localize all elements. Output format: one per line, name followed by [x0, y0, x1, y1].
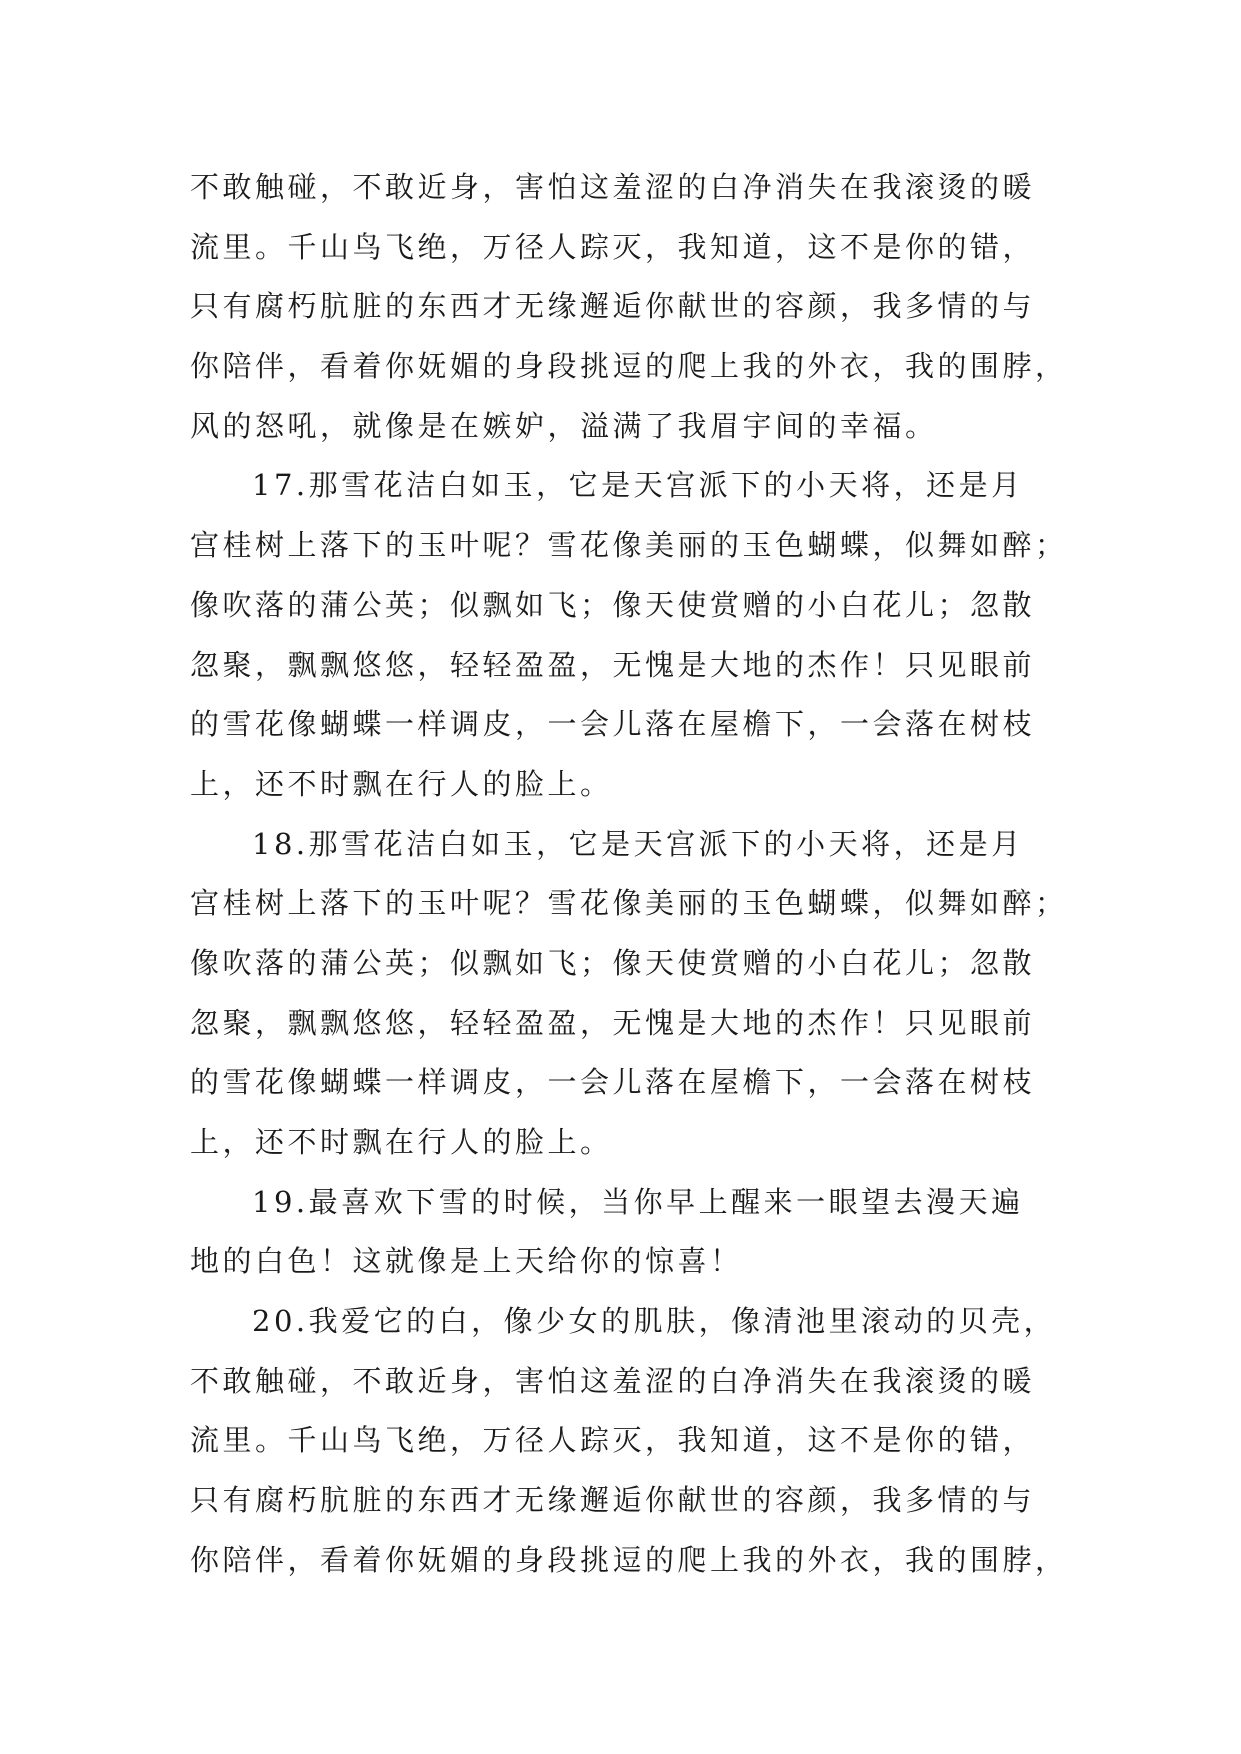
text-line: 的雪花像蝴蝶一样调皮，一会儿落在屋檐下，一会落在树枝 [190, 707, 1036, 742]
text-line: 20.我爱它的白，像少女的肌肤，像清池里滚动的贝壳， [252, 1304, 1057, 1339]
text-line: 你陪伴，看着你妩媚的身段挑逗的爬上我的外衣，我的围脖， [190, 349, 1068, 384]
text-line: 不敢触碰，不敢近身，害怕这羞涩的白净消失在我滚烫的暖 [190, 1363, 1036, 1398]
text-line: 忽聚，飘飘悠悠，轻轻盈盈，无愧是大地的杰作！只见眼前 [190, 647, 1036, 682]
text-line: 上，还不时飘在行人的脸上。 [190, 1125, 613, 1159]
document-body [190, 158, 1068, 1591]
text-line: 流里。千山鸟飞绝，万径人踪灭，我知道，这不是你的错， [190, 229, 1036, 264]
text-line: 只有腐朽肮脏的东西才无缘邂逅你献世的容颜，我多情的与 [190, 289, 1036, 324]
text-line: 宫桂树上落下的玉叶呢？雪花像美丽的玉色蝴蝶，似舞如醉； [190, 886, 1068, 921]
text-line: 上，还不时飘在行人的脸上。 [190, 766, 613, 801]
text-line: 的雪花像蝴蝶一样调皮，一会儿落在屋檐下，一会落在树枝 [190, 1065, 1036, 1100]
paragraph [190, 158, 1068, 456]
text-line: 18.那雪花洁白如玉，它是天宫派下的小天将，还是月 [252, 826, 1024, 861]
paragraph-18 [190, 815, 1068, 1173]
paragraph-20 [190, 1292, 1068, 1590]
text-line: 像吹落的蒲公英；似飘如飞；像天使赏赠的小白花儿；忽散 [190, 587, 1036, 622]
text-line: 忽聚，飘飘悠悠，轻轻盈盈，无愧是大地的杰作！只见眼前 [190, 1005, 1036, 1040]
text-line: 流里。千山鸟飞绝，万径人踪灭，我知道，这不是你的错， [190, 1423, 1036, 1458]
text-line: 像吹落的蒲公英；似飘如飞；像天使赏赠的小白花儿；忽散 [190, 945, 1036, 980]
text-line: 你陪伴，看着你妩媚的身段挑逗的爬上我的外衣，我的围脖， [190, 1542, 1068, 1577]
text-line: 19.最喜欢下雪的时候，当你早上醒来一眼望去漫天遍 [252, 1184, 1024, 1219]
text-line: 地的白色！这就像是上天给你的惊喜！ [190, 1244, 743, 1279]
text-line: 只有腐朽肮脏的东西才无缘邂逅你献世的容颜，我多情的与 [190, 1483, 1036, 1518]
paragraph-19 [190, 1173, 1060, 1292]
text-line: 宫桂树上落下的玉叶呢？雪花像美丽的玉色蝴蝶，似舞如醉； [190, 528, 1068, 563]
paragraph-17 [190, 456, 1068, 814]
text-line: 17.那雪花洁白如玉，它是天宫派下的小天将，还是月 [252, 468, 1024, 503]
text-line: 不敢触碰，不敢近身，害怕这羞涩的白净消失在我滚烫的暖 [190, 170, 1036, 204]
text-line: 风的怒吼，就像是在嫉妒，溢满了我眉宇间的幸福。 [190, 408, 938, 443]
